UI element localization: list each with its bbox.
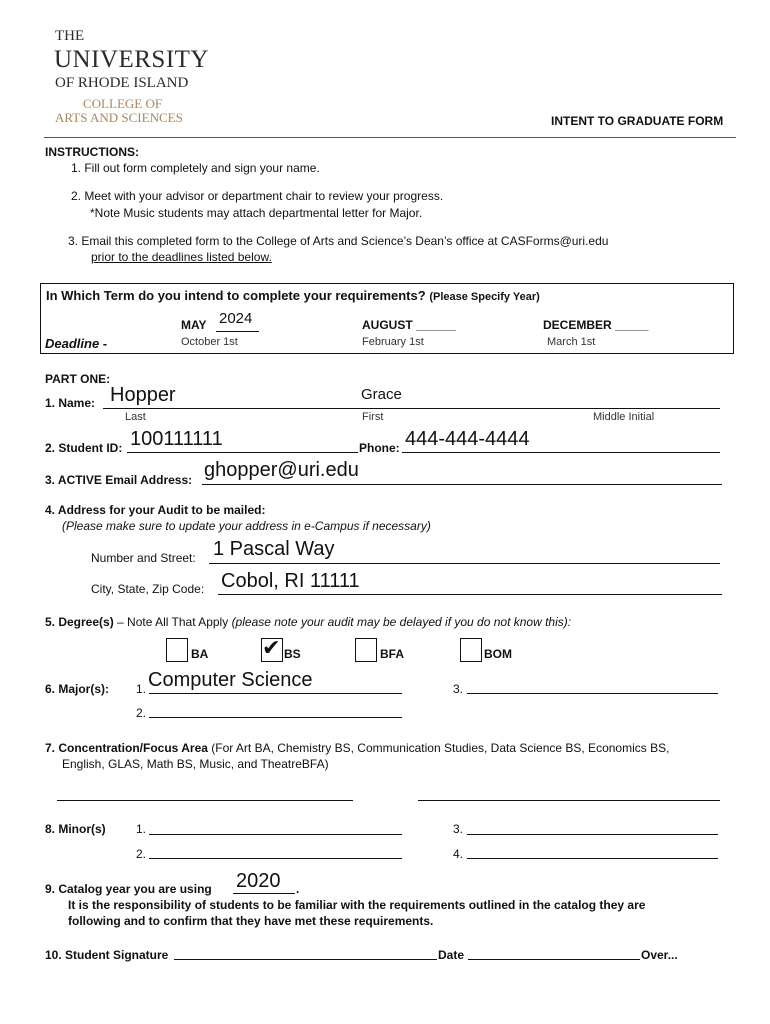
august-label[interactable]: AUGUST ______ [362,318,457,332]
ba-checkbox[interactable] [166,638,188,662]
may-year-value[interactable]: 2024 [219,310,253,327]
concentration-field-2[interactable] [418,800,720,801]
student-id-label: 2. Student ID: [45,441,123,455]
major-3-num: 3. [453,682,464,696]
street-value[interactable]: 1 Pascal Way [213,538,335,560]
email-label: 3. ACTIVE Email Address: [45,473,193,487]
bs-label: BS [284,647,301,661]
major-2-line[interactable] [149,717,402,718]
catalog-note-2: following and to confirm that they have met these requirements. [68,914,434,928]
logo-university: UNIVERSITY [54,46,209,73]
minor-4-num: 4. [453,847,464,861]
catalog-line [233,893,295,894]
city-label: City, State, Zip Code: [91,582,205,596]
degree-label: 5. Degree(s) [45,615,114,629]
instructions-heading: INSTRUCTIONS: [45,145,139,159]
major-label: 6. Major(s): [45,682,110,696]
date-label: Date [438,948,465,962]
first-name-value[interactable]: Grace [361,386,402,403]
catalog-note-1: It is the responsibility of students to be familiar with the requirements outlined in the catalog they are [68,898,646,912]
instruction-3-deadline: prior to the deadlines listed below. [91,250,272,264]
august-deadline: February 1st [362,336,424,348]
city-line [218,594,722,595]
minor-1-line[interactable] [149,834,402,835]
bfa-label: BFA [380,647,404,661]
major-2-num: 2. [136,706,147,720]
street-line [209,563,720,564]
middle-initial-caption: Middle Initial [593,411,655,423]
concentration-field-1[interactable] [57,800,353,801]
form-title: INTENT TO GRADUATE FORM [551,114,724,128]
degree-line [45,615,571,629]
term-question-note: (Please Specify Year) [429,291,540,303]
first-caption: First [362,411,384,423]
catalog-value[interactable]: 2020 [236,870,281,892]
ba-label: BA [191,647,209,661]
major-1-line [149,693,402,694]
minor-label: 8. Minor(s) [45,822,106,836]
student-id-value[interactable]: 100111111 [130,428,223,450]
phone-label: Phone: [359,441,400,455]
phone-line [402,452,720,453]
bom-label: BOM [484,647,512,661]
phone-value[interactable]: 444-444-4444 [405,428,530,450]
over-label: Over... [641,948,678,962]
instruction-3: 3. Email this completed form to the College of Arts and Science’s Dean’s office at CASForms@uri.edu [68,234,609,248]
logo-of-rhode-island: OF RHODE ISLAND [55,75,189,91]
city-value[interactable]: Cobol, RI 11111 [221,570,360,592]
minor-2-num: 2. [136,847,147,861]
logo-arts-and-sciences: ARTS AND SCIENCES [55,110,183,125]
address-note: (Please make sure to update your address in e-Campus if necessary) [62,519,431,533]
part-one-heading: PART ONE: [45,372,111,386]
concentration-label: 7. Concentration/Focus Area [45,741,208,755]
email-value[interactable]: ghopper@uri.edu [204,459,359,481]
minor-3-num: 3. [453,822,464,836]
minor-3-line[interactable] [467,834,718,835]
logo-the: THE [55,28,85,44]
minor-2-line[interactable] [149,858,402,859]
title-rule [44,137,736,138]
student-id-line [127,452,358,453]
street-label: Number and Street: [91,551,196,565]
date-line[interactable] [468,959,640,960]
degree-note-italic: (please note your audit may be delayed if you do not know this): [231,615,572,629]
december-label[interactable]: DECEMBER _____ [543,318,649,332]
instruction-2-note: *Note Music students may attach departmental letter for Major. [90,206,423,220]
december-deadline: March 1st [547,336,596,348]
signature-line[interactable] [174,959,437,960]
minor-4-line[interactable] [467,858,718,859]
instruction-2: 2. Meet with your advisor or department chair to review your progress. [71,189,444,203]
minor-1-num: 1. [136,822,147,836]
instruction-1: 1. Fill out form completely and sign your name. [71,161,320,175]
may-label: MAY [181,318,207,332]
degree-note: – Note All That Apply [113,615,232,629]
concentration-note-2: English, GLAS, Math BS, Music, and TheatreBFA) [62,757,329,771]
logo-college-of: COLLEGE OF [83,96,163,111]
concentration-line [45,741,669,755]
major-1-value[interactable]: Computer Science [148,669,313,691]
last-caption: Last [125,411,146,423]
bom-checkbox[interactable] [460,638,482,662]
signature-label: 10. Student Signature [45,948,169,962]
term-question [46,288,540,303]
last-name-value[interactable]: Hopper [110,384,176,406]
email-line [202,484,722,485]
may-deadline: October 1st [181,336,238,348]
name-line [103,408,720,409]
name-label: 1. Name: [45,396,96,410]
bs-checkmark: ✔ [262,636,281,661]
address-heading: 4. Address for your Audit to be mailed: [45,503,266,517]
bfa-checkbox[interactable] [355,638,377,662]
deadline-label: Deadline - [45,336,108,351]
concentration-note: (For Art BA, Chemistry BS, Communication Studies, Data Science BS, Economics BS, [207,741,670,755]
major-1-num: 1. [136,682,147,696]
major-3-line[interactable] [467,693,718,694]
term-question-text: In Which Term do you intend to complete your requirements? [46,288,426,303]
may-year-line [216,331,259,332]
catalog-label: 9. Catalog year you are using [45,882,212,896]
